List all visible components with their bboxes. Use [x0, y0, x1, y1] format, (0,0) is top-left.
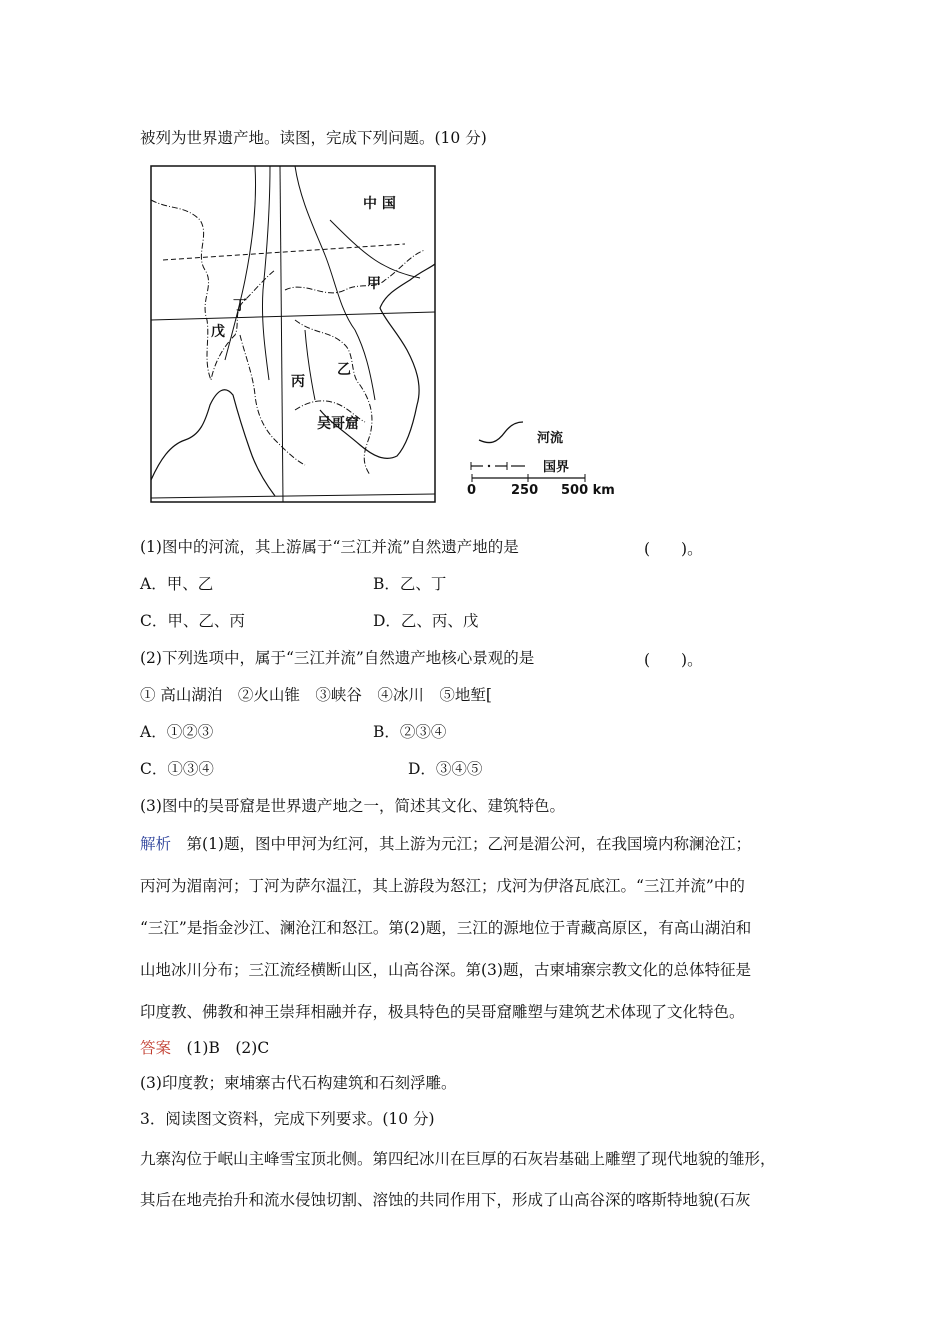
tropic-line: [163, 244, 405, 260]
q1-option-d: D．乙、丙、戊: [373, 612, 479, 630]
q3-stem: (3)图中的吴哥窟是世界遗产地之一，简述其文化、建筑特色。: [140, 797, 565, 815]
section-3-line-1: 九寨沟位于岷山主峰雪宝顶北侧。第四纪冰川在巨厚的石灰岩基础上雕塑了现代地貌的雏形，: [140, 1150, 776, 1168]
label-china: 中 国: [363, 196, 396, 212]
graticule-line: [280, 166, 283, 502]
graticule-line: [151, 312, 435, 320]
legend-border-icon: [471, 462, 525, 470]
map-frame: [151, 166, 435, 502]
analysis-line-4: 山地冰川分布；三江流经横断山区，山高谷深。第(3)题，古柬埔寨宗教文化的总体特征是: [140, 961, 751, 979]
answer-line-1: 答案 (1)B (2)C: [140, 1039, 270, 1057]
analysis-line-5: 印度教、佛教和神王崇拜相融并存，极具特色的吴哥窟雕塑与建筑艺术体现了文化特色。: [140, 1003, 745, 1021]
q2-option-d: D．③④⑤: [408, 760, 483, 778]
label-jia: 甲: [367, 276, 381, 292]
q1-option-c: C．甲、乙、丙: [140, 612, 245, 630]
section-3-title: 3．阅读图文资料，完成下列要求。(10 分): [140, 1110, 435, 1128]
river-jia: [330, 220, 420, 278]
border-line: [240, 335, 305, 465]
legend-river: 河流: [537, 431, 564, 446]
q1-option-b: B．乙、丁: [373, 575, 447, 593]
q1-stem: (1)图中的河流，其上游属于“三江并流”自然遗产地的是: [140, 538, 519, 556]
graticule-line: [151, 494, 435, 498]
scale-0: 0: [467, 483, 477, 498]
analysis-tag: 解析: [140, 835, 172, 853]
river-bing: [305, 330, 315, 400]
intro-text: 被列为世界遗产地。读图，完成下列问题。(10 分): [140, 129, 487, 147]
q2-option-a: A．①②③: [140, 723, 214, 741]
analysis-line-2: 丙河为湄南河；丁河为萨尔温江，其上游段为怒江；戊河为伊洛瓦底江。“三江并流”中的: [140, 877, 745, 895]
legend-border: 国界: [543, 460, 570, 475]
scale-500: 500 km: [561, 483, 615, 498]
indochina-map: [145, 160, 625, 510]
q2-paren: ( )。: [644, 651, 703, 669]
label-angkor: 吴哥窟: [317, 416, 359, 432]
scale-250: 250: [511, 483, 539, 498]
border-line: [151, 200, 275, 380]
coastline: [151, 390, 275, 496]
map-figure: [145, 160, 625, 510]
q2-stem: (2)下列选项中，属于“三江并流”自然遗产地核心景观的是: [140, 649, 535, 667]
analysis-line-1: 解析 第(1)题，图中甲河为红河，其上游为元江；乙河是湄公河，在我国境内称澜沧江；: [140, 835, 751, 853]
q2-items: ① 高山湖泊 ②火山锥 ③峡谷 ④冰川 ⑤地堑[: [140, 686, 492, 704]
answer-tag: 答案: [140, 1039, 172, 1057]
river-wu: [225, 166, 256, 360]
q2-option-b: B．②③④: [373, 723, 447, 741]
analysis-line-3: “三江”是指金沙江、澜沧江和怒江。第(2)题，三江的源地位于青藏高原区，有高山湖泊和: [140, 919, 752, 937]
q1-option-a: A．甲、乙: [140, 575, 214, 593]
river-ding: [262, 166, 270, 380]
q2-option-c: C．①③④: [140, 760, 214, 778]
label-bing: 丙: [291, 374, 305, 390]
q1-paren: ( )。: [644, 540, 703, 558]
section-3-line-2: 其后在地壳抬升和流水侵蚀切割、溶蚀的共同作用下，形成了山高谷深的喀斯特地貌(石灰: [140, 1191, 751, 1209]
answer-line-2: (3)印度教；柬埔寨古代石构建筑和石刻浮雕。: [140, 1074, 457, 1092]
scale-bar: [472, 474, 585, 482]
border-line: [285, 250, 425, 293]
legend-river-icon: [479, 422, 523, 443]
label-wu: 戊: [211, 324, 225, 340]
label-ding: 丁: [233, 298, 247, 314]
label-yi: 乙: [337, 362, 351, 378]
